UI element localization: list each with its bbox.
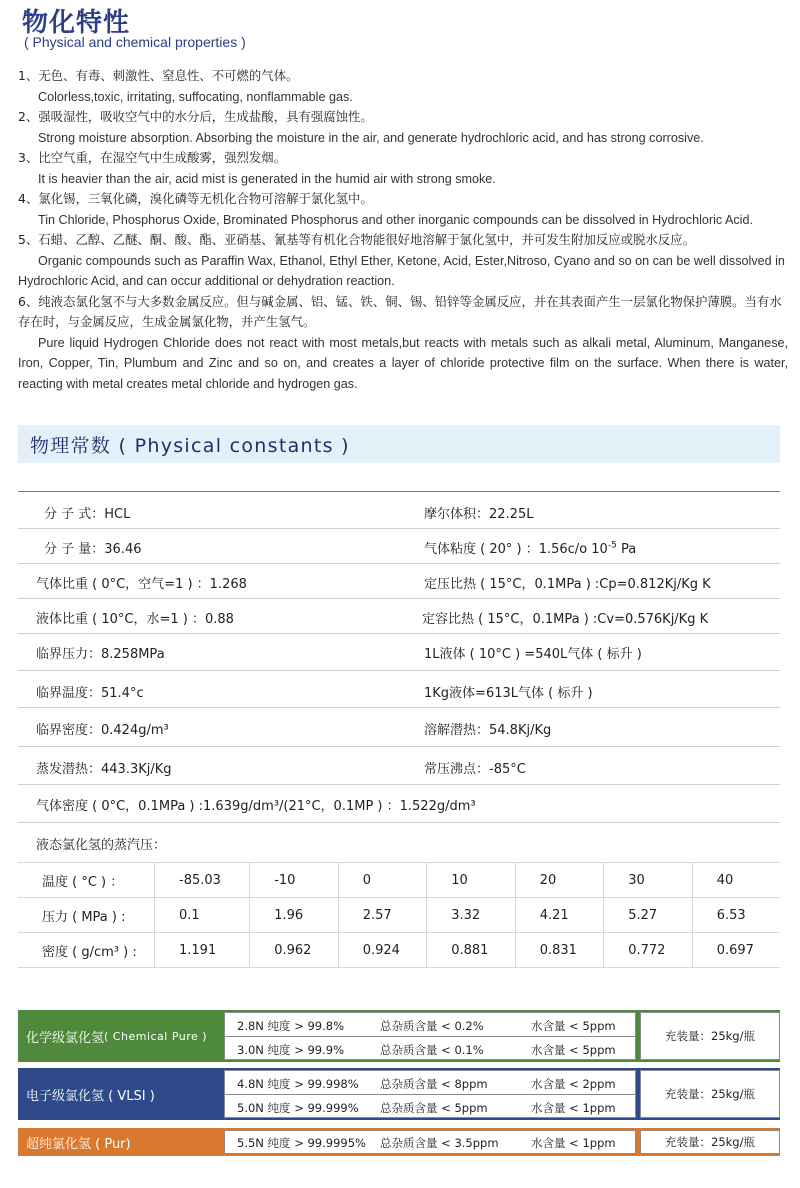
table-cell: 3.32 [427, 898, 516, 933]
table-cell: 0.831 [515, 933, 604, 968]
page-title: 物化特性 [22, 8, 131, 38]
divider [18, 528, 780, 529]
divider [225, 1036, 635, 1037]
constant-molar-volume: 摩尔体积：22.25L [424, 507, 534, 522]
table-cell: 40 [692, 863, 780, 898]
grade-label-cn: 化学级氯化氢 [26, 1030, 105, 1046]
grade-spec-row [237, 1018, 344, 1034]
grade-spec-box [224, 1130, 636, 1154]
property-en: Organic compounds such as Paraffin Wax, Ethanol, Ethyl Ether, Ketone, Acid, Ester,Nitroso, Cyano and so on can be well dissolved in Hydrochloric Acid, and can occur additional or dehydration reaction. [18, 253, 785, 288]
table-cell: 0.962 [250, 933, 339, 968]
grade-vlsi [18, 1068, 780, 1120]
constant-liquid-sg: 液体比重 ( 10°C，水=1 ) ：0.88 [36, 612, 234, 627]
table-cell: 2.57 [338, 898, 427, 933]
grade-spec-box [224, 1012, 636, 1060]
row-label: 压力 ( MPa ) : [18, 898, 155, 933]
divider [18, 746, 780, 747]
property-cn: 4、氯化锡，三氧化磷，溴化磷等无机化合物可溶解于氯化氢中。 [18, 191, 373, 206]
row-label: 密度 ( g/cm³ ) : [18, 933, 155, 968]
constant-dissolution-heat: 溶解潜热：54.8Kj/Kg [424, 723, 552, 738]
constant-gas-sg: 气体比重 ( 0°C，空气=1 ) ：1.268 [36, 577, 247, 592]
spec-purity: 4.8N 纯度 > 99.998% [237, 1077, 359, 1091]
divider [18, 633, 780, 634]
spec-impurity: 总杂质含量 < 0.2% [380, 1019, 484, 1033]
property-en: Pure liquid Hydrogen Chloride does not react with most metals,but reacts with metals such as alkali metal, Aluminum, Manganese, Iron, Copper, Tin, Plumbum and Zinc and so on, and creates a layer of chloride protective film on the surface. When there is water, reacting with metal creates metal chloride and hydrogen gas. [18, 335, 788, 391]
constant-cp: 定压比热 ( 15°C，0.1MPa ) :Cp=0.812Kj/Kg K [424, 577, 711, 592]
divider [18, 784, 780, 785]
property-cn: 2、强吸湿性，吸收空气中的水分后，生成盐酸，具有强腐蚀性。 [18, 109, 373, 124]
table-row [18, 898, 780, 933]
spec-water: 水含量 < 5ppm [531, 1019, 616, 1033]
divider [18, 822, 780, 823]
constant-viscosity [424, 538, 636, 557]
vapor-pressure-table [18, 862, 780, 968]
table-cell: 0.881 [427, 933, 516, 968]
divider [18, 563, 780, 564]
section-title: 物理常数 ( Physical constants ) [30, 435, 350, 457]
constant-crit-density: 临界密度：0.424g/m³ [36, 723, 169, 738]
vapor-pressure-title: 液态氯化氢的蒸汽压： [36, 838, 167, 853]
table-cell: 1.191 [155, 933, 250, 968]
divider [225, 1094, 635, 1095]
constant-crit-temp: 临界温度：51.4°c [36, 686, 144, 701]
constant-crit-pressure: 临界压力：8.258MPa [36, 647, 165, 662]
fill-quantity: 充装量：25kg/瓶 [640, 1012, 780, 1060]
constant-evap-heat: 蒸发潜热：443.3Kj/Kg [36, 762, 172, 777]
spec-water: 水含量 < 1ppm [531, 1136, 616, 1150]
spec-purity: 5.5N 纯度 > 99.9995% [237, 1136, 366, 1150]
properties-list [18, 66, 788, 394]
spec-impurity: 总杂质含量 < 8ppm [380, 1077, 488, 1091]
grade-ultra-pure [18, 1128, 780, 1156]
property-cn: 3、比空气重，在湿空气中生成酸雾，强烈发烟。 [18, 150, 287, 165]
spec-impurity: 总杂质含量 < 3.5ppm [380, 1136, 499, 1150]
property-en: Colorless,toxic, irritating, suffocating, nonflammable gas. [38, 89, 353, 104]
grade-label: 电子级氯化氢 ( VLSI ) [18, 1068, 780, 1120]
grade-label: 超纯氯化氢 ( Pur) [18, 1128, 780, 1156]
property-cn: 5、石蜡、乙醇、乙醚、酮、酸、酯、亚硝基、氰基等有机化合物能很好地溶解于氯化氢中，并可发生附加反应或脱水反应。 [18, 232, 695, 247]
spec-impurity: 总杂质含量 < 5ppm [380, 1101, 488, 1115]
grade-chemical-pure [18, 1010, 780, 1062]
divider [18, 670, 780, 671]
table-cell: 0.1 [155, 898, 250, 933]
table-cell: 5.27 [604, 898, 693, 933]
spec-purity: 3.0N 纯度 > 99.9% [237, 1043, 345, 1057]
fill-quantity: 充装量：25kg/瓶 [640, 1130, 780, 1154]
row-label: 温度 ( °C ) ： [18, 863, 155, 898]
viscosity-value: 气体粘度 ( 20° ) ：1.56c/o 10 [424, 542, 608, 557]
page-subtitle: ( Physical and chemical properties ) [24, 34, 246, 50]
table-row [18, 863, 780, 898]
table-cell: 0.697 [692, 933, 780, 968]
fill-quantity: 充装量：25kg/瓶 [640, 1070, 780, 1118]
constant-formula: 分 子 式：HCL [44, 507, 131, 522]
table-cell: 4.21 [515, 898, 604, 933]
table-row [18, 933, 780, 968]
grade-label-en: ( Chemical Pure ) [104, 1029, 208, 1043]
table-cell: 0.924 [338, 933, 427, 968]
property-en: Strong moisture absorption. Absorbing the moisture in the air, and generate hydrochloric acid, and has strong corrosive. [38, 130, 704, 145]
divider [18, 598, 780, 599]
spec-purity: 5.0N 纯度 > 99.999% [237, 1101, 359, 1115]
constant-boiling-point: 常压沸点：-85°C [424, 762, 526, 777]
spec-purity: 2.8N 纯度 > 99.8% [237, 1019, 345, 1033]
table-cell: -10 [250, 863, 339, 898]
property-cn: 6、纯液态氯化氢不与大多数金属反应。但与碱金属、铝、锰、铁、铜、锡、铅锌等金属反应，并在其表面产生一层氯化物保护薄膜。当有水存在时，与金属反应，生成金属氯化物，并产生氢气。 [18, 293, 782, 329]
table-cell: 10 [427, 863, 516, 898]
table-cell: 20 [515, 863, 604, 898]
table-cell: 0 [338, 863, 427, 898]
viscosity-unit: Pa [616, 542, 637, 557]
table-cell: 30 [604, 863, 693, 898]
constant-mol-weight: 分 子 量：36.46 [44, 542, 142, 557]
divider [18, 707, 780, 708]
spec-impurity: 总杂质含量 < 0.1% [380, 1043, 484, 1057]
table-cell: 1.96 [250, 898, 339, 933]
property-en: Tin Chloride, Phosphorus Oxide, Brominated Phosphorus and other inorganic compounds can be dissolved in Hydrochloric Acid. [38, 212, 753, 227]
spec-water: 水含量 < 5ppm [531, 1043, 616, 1057]
table-cell: -85.03 [155, 863, 250, 898]
divider [18, 491, 780, 492]
table-cell: 0.772 [604, 933, 693, 968]
constant-gas-density: 气体密度 ( 0°C，0.1MPa ) :1.639g/dm³/(21°C，0.1MP ) ：1.522g/dm³ [36, 799, 476, 814]
spec-water: 水含量 < 1ppm [531, 1101, 616, 1115]
constant-cv: 定容比热 ( 15°C，0.1MPa ) :Cv=0.576Kj/Kg K [422, 612, 709, 627]
constant-kg-to-gas: 1Kg液体=613L气体 ( 标升 ) [424, 686, 593, 701]
spec-water: 水含量 < 2ppm [531, 1077, 616, 1091]
grade-spec-box [224, 1070, 636, 1118]
constant-l-to-gas: 1L液体 ( 10°C ) =540L气体 ( 标升 ) [424, 647, 642, 662]
viscosity-exponent: -5 [607, 540, 617, 551]
table-cell: 6.53 [692, 898, 780, 933]
property-en: It is heavier than the air, acid mist is generated in the humid air with strong smoke. [38, 171, 496, 186]
property-cn: 1、无色、有毒、刺激性、窒息性、不可燃的气体。 [18, 68, 299, 83]
